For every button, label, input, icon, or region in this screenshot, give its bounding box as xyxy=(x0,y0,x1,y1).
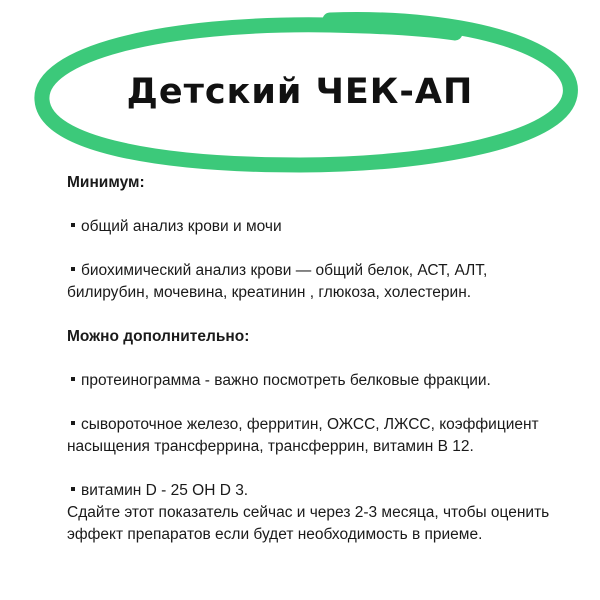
bullet-icon xyxy=(71,421,75,425)
page-title: Детский ЧЕК-АП xyxy=(126,72,474,112)
checkup-content xyxy=(67,172,567,546)
bullet-icon xyxy=(71,487,75,491)
vitamin-note: Сдайте этот показатель сейчас и через 2-3 месяца, чтобы оценить эффект препаратов если будет необходимость в приеме. xyxy=(67,504,550,543)
section-heading-minimum: Минимум: xyxy=(67,174,145,191)
list-item: витамин D - 25 OH D 3. xyxy=(67,480,567,502)
section-heading-optional: Можно дополнительно: xyxy=(67,328,250,345)
list-item: протеинограмма - важно посмотреть белковые фракции. xyxy=(67,370,567,392)
list-item: общий анализ крови и мочи xyxy=(67,216,567,238)
list-item: сывороточное железо, ферритин, ОЖСС, ЛЖСС, коэффициент насыщения трансферрина, трансферрин, витамин В 12. xyxy=(67,416,539,455)
bullet-icon xyxy=(71,267,75,271)
bullet-icon xyxy=(71,377,75,381)
list-item: биохимический анализ крови — общий белок, АСТ, АЛТ, билирубин, мочевина, креатинин , глюкоза, холестерин. xyxy=(67,262,488,301)
bullet-icon xyxy=(71,223,75,227)
